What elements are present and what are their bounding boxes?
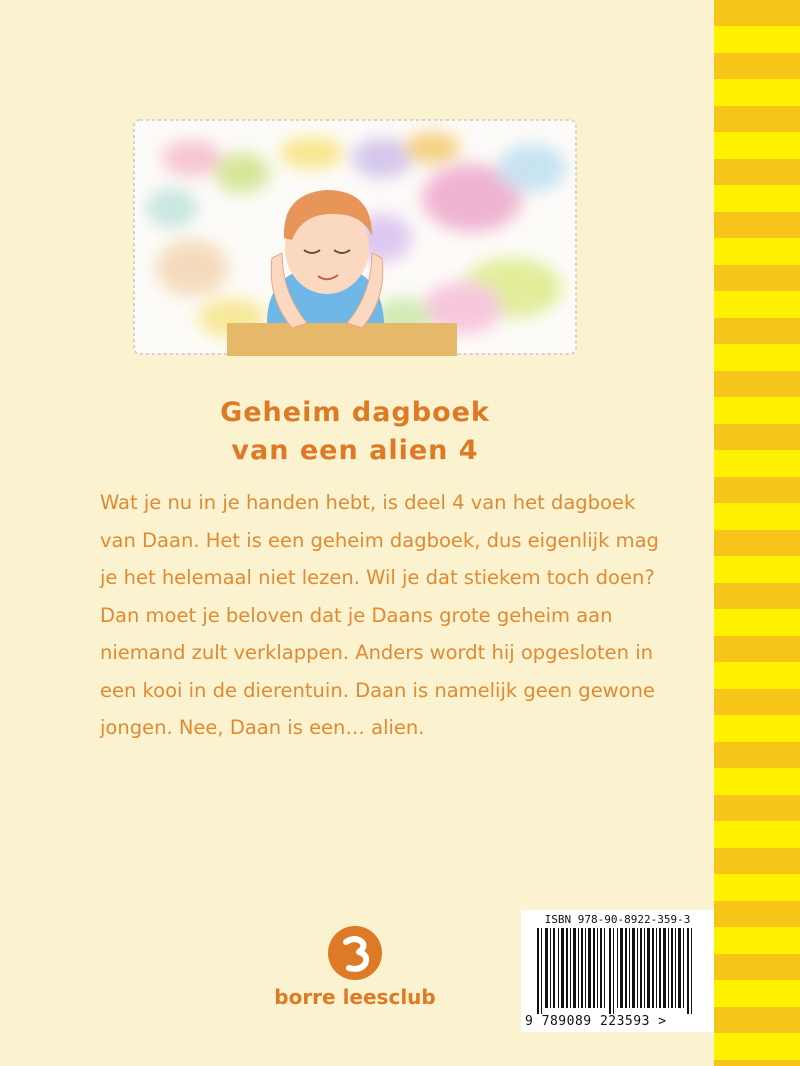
publisher-logo-text: borre leesclub [274,985,436,1009]
borre-b-logo-icon [327,925,383,981]
blurb-text: Wat je nu in je handen hebt, is deel 4 van het dagboek van Daan. Het is een geheim dagboek, dus eigenlijk mag je het helemaal niet lezen. Wil je dat stiekem toch doen? Dan moet je beloven dat je Daans grote geheim aan niemand zult verklappen. Anders wordt hij opgesloten in een kooi in de dierentuin. Daan is namelijk geen gewone jongen. Nee, Daan is een… alien. [100,491,659,739]
boy-daydreaming-illustration [132,118,578,356]
isbn-label: ISBN 978-90-8922-359-3 [544,913,691,926]
side-stripes [714,0,800,1066]
barcode-number: 9 789089 223593 > [525,1014,667,1029]
book-title-line1: Geheim dagboek [220,397,490,428]
book-title-line2: van een alien 4 [231,435,479,466]
barcode [521,910,714,1032]
barcode-bars [529,928,706,1014]
book-title [120,394,590,470]
